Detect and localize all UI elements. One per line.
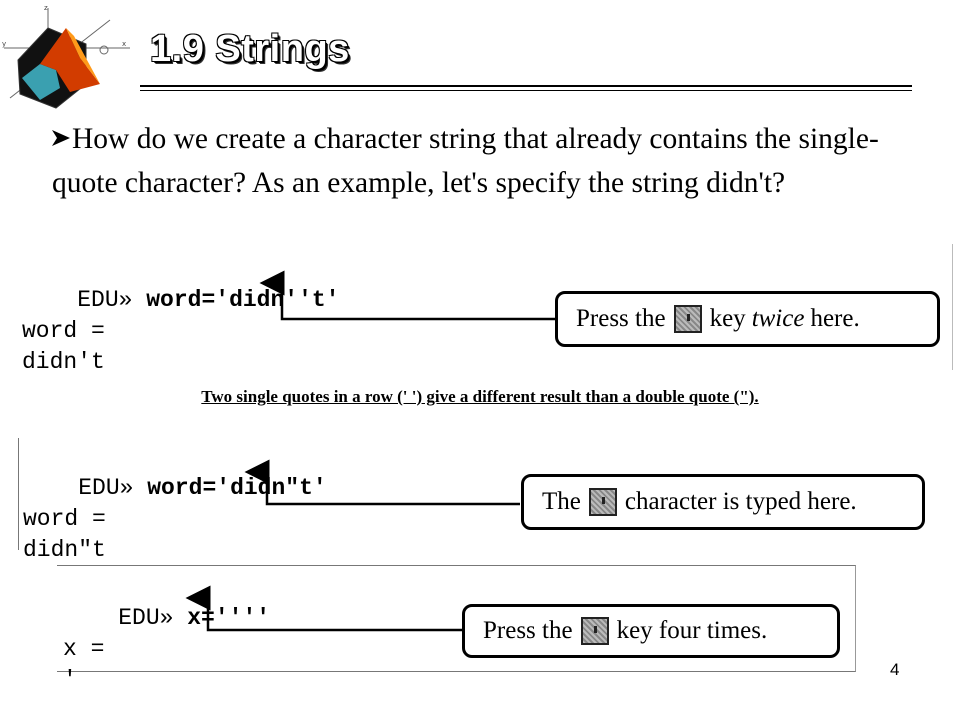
example1-callout-text: Press the	[576, 305, 666, 332]
example2-output-label: word =	[23, 506, 106, 532]
slide-title: 1.9 Strings	[150, 28, 350, 70]
example2-callout-text: The	[542, 488, 581, 515]
example1-prompt: EDU»	[77, 287, 133, 313]
example1-arrow	[282, 283, 555, 319]
example1-callout-key: key	[709, 305, 746, 332]
svg-text:x: x	[122, 40, 127, 48]
example3-output-label: x =	[63, 636, 105, 662]
bullet-text: How do we create a character string that already contains the single-quote character? As an example, let's specify the string didn't?	[52, 123, 879, 199]
example2-prompt: EDU»	[78, 475, 134, 501]
svg-text:z: z	[44, 4, 48, 12]
example2-callout-end: character is typed here.	[624, 488, 857, 515]
example3-prompt: EDU»	[118, 605, 174, 631]
svg-text:y: y	[2, 40, 7, 48]
example3-command: x=''''	[187, 605, 271, 631]
example2-output-value: didn"t	[23, 537, 106, 563]
example2-command: word='didn"t'	[147, 475, 327, 501]
page-number: 4	[890, 660, 900, 679]
example3-arrow	[208, 598, 462, 630]
example2-arrow	[267, 472, 520, 504]
example1-output-label: word =	[22, 318, 105, 344]
example1-callout-end: here.	[810, 305, 860, 332]
example3-callout-text: Press the	[483, 617, 573, 644]
example3-callout-end: key four times.	[616, 617, 768, 644]
example1-callout-italic: twice	[751, 305, 805, 332]
example1-output-value: didn't	[22, 349, 105, 375]
example1-command: word='didn''t'	[146, 287, 340, 313]
example3-output-value: '	[63, 667, 77, 693]
comparison-caption: Two single quotes in a row (' ') give a different result than a double quote (").	[201, 387, 759, 406]
